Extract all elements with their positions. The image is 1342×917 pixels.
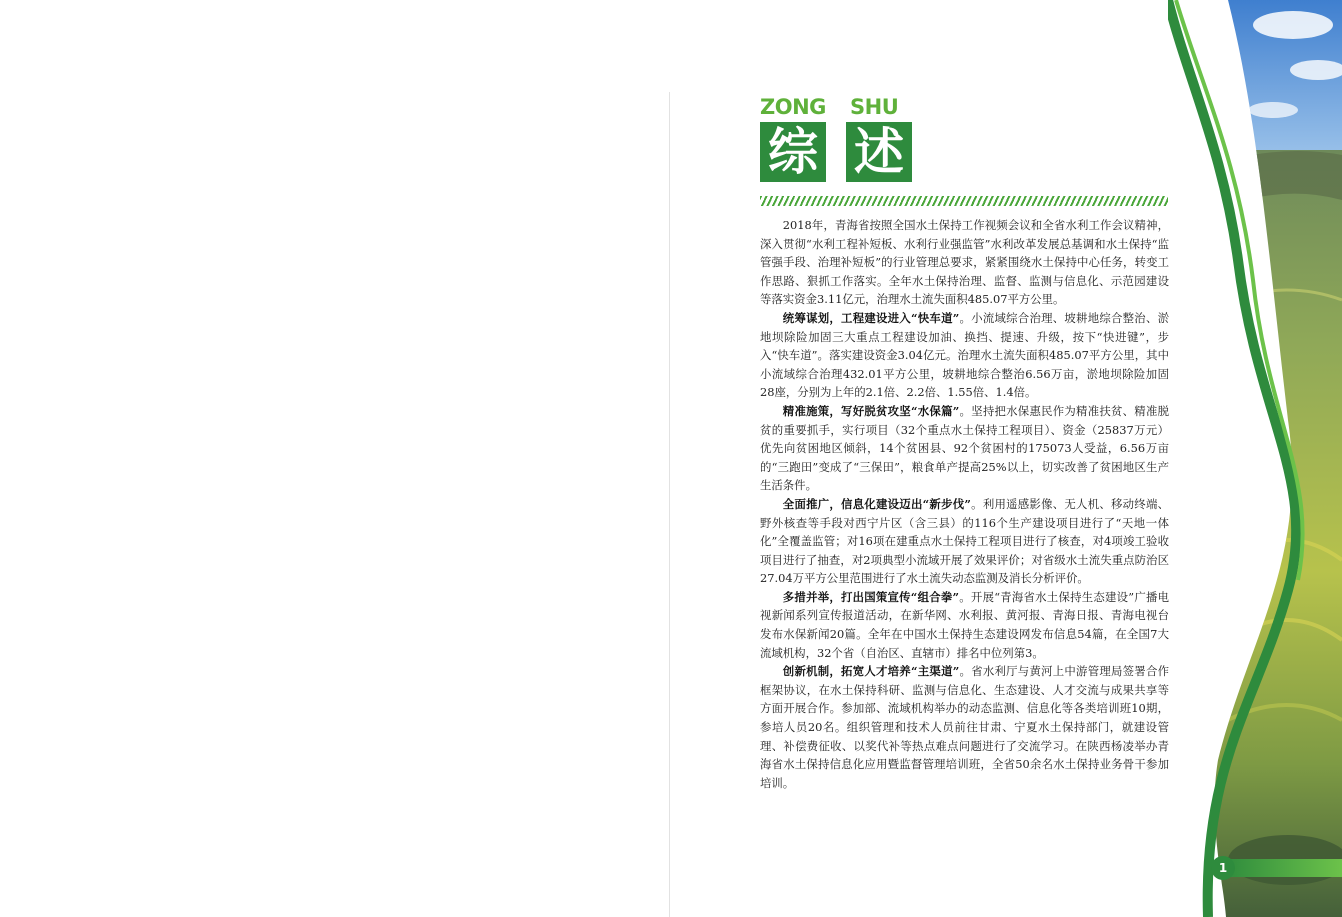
title-char-zong: 综 xyxy=(760,122,826,182)
section-heading-5: 创新机制，拓宽人才培养“主渠道” xyxy=(782,664,960,679)
hatched-divider xyxy=(760,196,1168,206)
title-char-shu: 述 xyxy=(846,122,912,182)
article-body xyxy=(760,216,1169,792)
section-heading-3: 全面推广，信息化建设迈出“新步伐” xyxy=(782,496,971,511)
pinyin-shu: SHU xyxy=(850,95,899,119)
section-text-2: 。坚持把水保惠民作为精准扶贫、精准脱贫的重要抓手，实行项目（32个重点水土保持工程项目）、资金（25837万元）优先向贫困地区倾斜，14个贫困县、92个贫困村的175073人受益，6.56万亩的“三跑田”变成了“三保田”，粮食单产提高25%以上，切实改善了贫困地区生产生活条件。 xyxy=(760,403,1169,493)
landscape-photo-strip xyxy=(1168,0,1342,917)
section-text-3: 。利用遥感影像、无人机、移动终端、野外核查等手段对西宁片区（含三县）的116个生产建设项目进行了“天地一体化”全覆盖监管；对16项在建重点水土保持工程项目进行了核查，对4项竣工验收项目进行了抽查，对2项典型小流域开展了效果评价；对省级水土流失重点防治区27.04万平方公里范围进行了水土流失动态监测及消长分析评价。 xyxy=(760,496,1169,586)
page-number: 1 xyxy=(1211,856,1235,880)
section-heading-4: 多措并举，打出国策宣传“组合拳” xyxy=(782,589,960,604)
section-paragraph-1 xyxy=(760,309,1169,402)
section-paragraph-5 xyxy=(760,662,1169,792)
pinyin-zong: ZONG xyxy=(760,95,826,119)
section-text-1: 。小流域综合治理、坡耕地综合整治、淤地坝除险加固三大重点工程建设加油、换挡、提速、升级，按下“快进键”，步入“快车道”。落实建设资金3.04亿元。治理水土流失面积485.07平方公里，其中小流域综合治理432.01平方公里，坡耕地综合整治6.56万亩，淤地坝除险加固28座，分别为上年的2.1倍、2.2倍、1.55倍、1.4倍。 xyxy=(760,310,1169,400)
section-paragraph-4 xyxy=(760,588,1169,662)
section-heading-1: 统筹谋划，工程建设进入“快车道” xyxy=(782,310,960,325)
section-paragraph-2 xyxy=(760,402,1169,495)
intro-paragraph: 2018年，青海省按照全国水土保持工作视频会议和全省水利工作会议精神，深入贯彻“水利工程补短板、水利行业强监管”水利改革发展总基调和水土保持“监管强手段、治理补短板”的行业管理总要求，紧紧围绕水土保持中心任务，转变工作思路、狠抓工作落实。全年水土保持治理、监督、监测与信息化、示范园建设等落实资金3.11亿元，治理水土流失面积485.07平方公里。 xyxy=(760,218,1169,307)
section-heading-2: 精准施策，写好脱贫攻坚“水保篇” xyxy=(782,403,960,418)
section-text-4: 。开展“青海省水土保持生态建设”广播电视新闻系列宣传报道活动，在新华网、水利报、黄河报、青海日报、青海电视台发布水保新闻20篇。全年在中国水土保持生态建设网发布信息54篇，在全国7大流域机构，32个省（自治区、直辖市）排名中位列第3。 xyxy=(760,589,1169,660)
page-number-bar xyxy=(1223,859,1342,877)
section-paragraph-3 xyxy=(760,495,1169,588)
page-spread-divider xyxy=(669,92,670,917)
section-text-5: 。省水利厅与黄河上中游管理局签署合作框架协议，在水土保持科研、监测与信息化、生态建设、人才交流与成果共享等方面开展合作。参加部、流域机构举办的动态监测、信息化等各类培训班10期，参培人员20名。组织管理和技术人员前往甘肃、宁夏水土保持部门，就建设管理、补偿费征收、以奖代补等热点难点问题进行了交流学习。在陕西杨凌举办青海省水土保持信息化应用暨监督管理培训班，全省50余名水土保持业务骨干参加培训。 xyxy=(760,664,1169,790)
